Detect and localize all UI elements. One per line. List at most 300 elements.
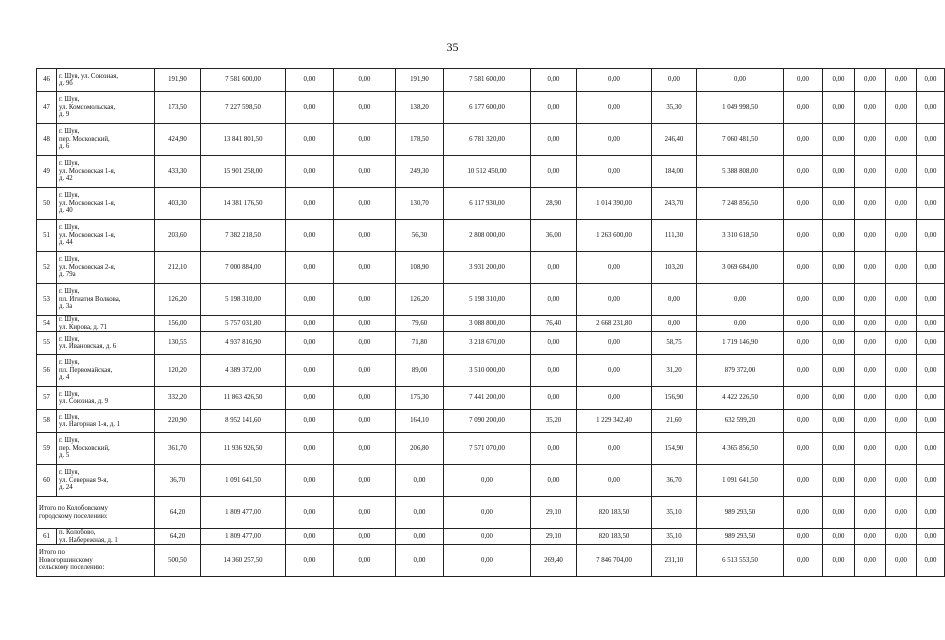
value-cell: 0,00 — [886, 252, 917, 284]
table-row — [37, 124, 945, 156]
value-cell: 0,00 — [886, 497, 917, 529]
value-cell: 0,00 — [886, 316, 917, 332]
value-cell: 0,00 — [334, 188, 396, 220]
value-cell: 184,00 — [652, 156, 697, 188]
value-cell: 36,00 — [531, 220, 577, 252]
table-row — [37, 433, 945, 465]
value-cell: 0,00 — [286, 529, 334, 545]
value-cell: 0,00 — [286, 316, 334, 332]
value-cell: 0,00 — [823, 410, 855, 433]
value-cell: 0,00 — [652, 69, 697, 92]
value-cell: 0,00 — [784, 69, 823, 92]
value-cell: 35,20 — [531, 410, 577, 433]
value-cell: 103,20 — [652, 252, 697, 284]
value-cell: 0,00 — [286, 332, 334, 355]
value-cell: 4 422 226,50 — [697, 387, 784, 410]
value-cell: 64,20 — [155, 497, 201, 529]
value-cell: 0,00 — [531, 69, 577, 92]
row-number: 56 — [37, 355, 57, 387]
value-cell: 0,00 — [823, 529, 855, 545]
value-cell: 0,00 — [855, 252, 886, 284]
value-cell: 120,20 — [155, 355, 201, 387]
value-cell: 0,00 — [531, 284, 577, 316]
value-cell: 7 581 600,00 — [201, 69, 286, 92]
subtotal-label: Итого по Новогоршинскому сельскому поселению: — [37, 545, 155, 577]
value-cell: 0,00 — [577, 92, 652, 124]
value-cell: 7 000 884,00 — [201, 252, 286, 284]
value-cell: 0,00 — [823, 188, 855, 220]
value-cell: 0,00 — [286, 124, 334, 156]
value-cell: 0,00 — [917, 332, 945, 355]
value-cell: 0,00 — [855, 284, 886, 316]
value-cell: 0,00 — [823, 316, 855, 332]
value-cell: 0,00 — [286, 355, 334, 387]
value-cell: 6 781 320,00 — [444, 124, 531, 156]
value-cell: 0,00 — [886, 529, 917, 545]
value-cell: 111,30 — [652, 220, 697, 252]
value-cell: 0,00 — [577, 465, 652, 497]
row-number: 52 — [37, 252, 57, 284]
address-cell: г. Шуя, ул. Северная 9-я, д. 24 — [57, 465, 155, 497]
value-cell: 0,00 — [577, 156, 652, 188]
value-cell: 269,40 — [531, 545, 577, 577]
value-cell: 35,10 — [652, 529, 697, 545]
value-cell: 11 936 926,50 — [201, 433, 286, 465]
value-cell: 403,30 — [155, 188, 201, 220]
value-cell: 0,00 — [917, 433, 945, 465]
value-cell: 0,00 — [396, 497, 444, 529]
value-cell: 0,00 — [334, 124, 396, 156]
value-cell: 58,75 — [652, 332, 697, 355]
value-cell: 13 841 801,50 — [201, 124, 286, 156]
value-cell: 173,50 — [155, 92, 201, 124]
value-cell: 36,70 — [652, 465, 697, 497]
value-cell: 0,00 — [334, 387, 396, 410]
value-cell: 0,00 — [286, 92, 334, 124]
value-cell: 0,00 — [531, 387, 577, 410]
value-cell: 0,00 — [784, 252, 823, 284]
value-cell: 138,20 — [396, 92, 444, 124]
value-cell: 35,30 — [652, 92, 697, 124]
value-cell: 0,00 — [917, 69, 945, 92]
value-cell: 0,00 — [784, 124, 823, 156]
value-cell: 0,00 — [823, 69, 855, 92]
value-cell: 433,30 — [155, 156, 201, 188]
value-cell: 0,00 — [697, 284, 784, 316]
value-cell: 0,00 — [784, 92, 823, 124]
value-cell: 0,00 — [531, 433, 577, 465]
value-cell: 0,00 — [917, 188, 945, 220]
value-cell: 1 229 342,40 — [577, 410, 652, 433]
value-cell: 5 198 310,00 — [444, 284, 531, 316]
value-cell: 0,00 — [784, 497, 823, 529]
value-cell: 4 365 856,50 — [697, 433, 784, 465]
value-cell: 231,10 — [652, 545, 697, 577]
address-cell: г. Шуя, ул. Комсомольская, д. 9 — [57, 92, 155, 124]
value-cell: 7 382 218,50 — [201, 220, 286, 252]
value-cell: 1 091 641,50 — [697, 465, 784, 497]
value-cell: 0,00 — [855, 156, 886, 188]
address-cell: г. Шуя, ул. Московская 1-я, д. 42 — [57, 156, 155, 188]
value-cell: 0,00 — [917, 355, 945, 387]
value-cell: 0,00 — [917, 387, 945, 410]
value-cell: 0,00 — [917, 124, 945, 156]
value-cell: 0,00 — [855, 465, 886, 497]
value-cell: 0,00 — [444, 545, 531, 577]
row-number: 50 — [37, 188, 57, 220]
value-cell: 0,00 — [334, 69, 396, 92]
value-cell: 0,00 — [823, 332, 855, 355]
value-cell: 1 049 998,50 — [697, 92, 784, 124]
value-cell: 0,00 — [855, 316, 886, 332]
row-number: 58 — [37, 410, 57, 433]
value-cell: 56,30 — [396, 220, 444, 252]
value-cell: 175,30 — [396, 387, 444, 410]
value-cell: 0,00 — [823, 433, 855, 465]
value-cell: 6 117 930,00 — [444, 188, 531, 220]
value-cell: 15 901 258,00 — [201, 156, 286, 188]
address-cell: г. Шуя, ул. Московская 1-я, д. 44 — [57, 220, 155, 252]
table-row — [37, 355, 945, 387]
value-cell: 0,00 — [697, 316, 784, 332]
value-cell: 156,90 — [652, 387, 697, 410]
address-cell: г. Шуя, пер. Московский, д. 6 — [57, 124, 155, 156]
value-cell: 0,00 — [886, 124, 917, 156]
value-cell: 164,10 — [396, 410, 444, 433]
row-number: 57 — [37, 387, 57, 410]
value-cell: 0,00 — [823, 387, 855, 410]
value-cell: 0,00 — [917, 465, 945, 497]
value-cell: 0,00 — [531, 465, 577, 497]
value-cell: 1 809 477,00 — [201, 497, 286, 529]
value-cell: 820 183,50 — [577, 529, 652, 545]
value-cell: 29,10 — [531, 497, 577, 529]
value-cell: 332,20 — [155, 387, 201, 410]
value-cell: 0,00 — [855, 332, 886, 355]
row-number: 61 — [37, 529, 57, 545]
value-cell: 249,30 — [396, 156, 444, 188]
value-cell: 361,70 — [155, 433, 201, 465]
value-cell: 2 808 000,00 — [444, 220, 531, 252]
value-cell: 0,00 — [531, 156, 577, 188]
value-cell: 243,70 — [652, 188, 697, 220]
value-cell: 7 441 200,00 — [444, 387, 531, 410]
value-cell: 31,20 — [652, 355, 697, 387]
value-cell: 0,00 — [886, 355, 917, 387]
value-cell: 0,00 — [784, 332, 823, 355]
address-cell: г. Шуя, ул. Союзная, д. 9 — [57, 387, 155, 410]
value-cell: 0,00 — [823, 252, 855, 284]
value-cell: 989 293,50 — [697, 497, 784, 529]
table-row — [37, 188, 945, 220]
value-cell: 0,00 — [577, 355, 652, 387]
value-cell: 424,90 — [155, 124, 201, 156]
value-cell: 0,00 — [823, 284, 855, 316]
value-cell: 246,40 — [652, 124, 697, 156]
value-cell: 0,00 — [334, 156, 396, 188]
value-cell: 0,00 — [286, 252, 334, 284]
row-number: 54 — [37, 316, 57, 332]
value-cell: 1 719 146,90 — [697, 332, 784, 355]
value-cell: 0,00 — [855, 355, 886, 387]
table-row — [37, 529, 945, 545]
value-cell: 64,20 — [155, 529, 201, 545]
value-cell: 2 668 231,80 — [577, 316, 652, 332]
value-cell: 5 198 310,00 — [201, 284, 286, 316]
value-cell: 0,00 — [917, 529, 945, 545]
value-cell: 220,90 — [155, 410, 201, 433]
value-cell: 3 931 200,00 — [444, 252, 531, 284]
value-cell: 0,00 — [917, 220, 945, 252]
value-cell: 0,00 — [334, 220, 396, 252]
row-number: 51 — [37, 220, 57, 252]
value-cell: 0,00 — [784, 355, 823, 387]
value-cell: 3 310 618,50 — [697, 220, 784, 252]
value-cell: 0,00 — [577, 252, 652, 284]
value-cell: 0,00 — [917, 156, 945, 188]
value-cell: 0,00 — [886, 387, 917, 410]
value-cell: 7 227 598,50 — [201, 92, 286, 124]
value-cell: 14 360 257,50 — [201, 545, 286, 577]
value-cell: 3 218 670,00 — [444, 332, 531, 355]
table-row — [37, 465, 945, 497]
value-cell: 7 090 200,00 — [444, 410, 531, 433]
value-cell: 0,00 — [286, 410, 334, 433]
value-cell: 0,00 — [444, 465, 531, 497]
value-cell: 154,90 — [652, 433, 697, 465]
value-cell: 1 809 477,00 — [201, 529, 286, 545]
value-cell: 79,60 — [396, 316, 444, 332]
value-cell: 0,00 — [396, 465, 444, 497]
value-cell: 0,00 — [286, 497, 334, 529]
value-cell: 1 263 600,00 — [577, 220, 652, 252]
value-cell: 0,00 — [886, 545, 917, 577]
value-cell: 820 183,50 — [577, 497, 652, 529]
value-cell: 0,00 — [784, 284, 823, 316]
value-cell: 4 389 372,00 — [201, 355, 286, 387]
row-number: 55 — [37, 332, 57, 355]
value-cell: 7 846 704,00 — [577, 545, 652, 577]
value-cell: 178,50 — [396, 124, 444, 156]
subtotal-label: Итого по Колобовскому городскому поселению: — [37, 497, 155, 529]
value-cell: 206,80 — [396, 433, 444, 465]
table-row — [37, 69, 945, 92]
value-cell: 36,70 — [155, 465, 201, 497]
value-cell: 0,00 — [886, 69, 917, 92]
value-cell: 29,10 — [531, 529, 577, 545]
value-cell: 3 069 684,00 — [697, 252, 784, 284]
value-cell: 0,00 — [886, 188, 917, 220]
value-cell: 0,00 — [855, 188, 886, 220]
value-cell: 76,40 — [531, 316, 577, 332]
value-cell: 0,00 — [784, 410, 823, 433]
value-cell: 0,00 — [917, 284, 945, 316]
value-cell: 0,00 — [444, 497, 531, 529]
value-cell: 11 863 426,50 — [201, 387, 286, 410]
value-cell: 0,00 — [886, 465, 917, 497]
value-cell: 126,20 — [155, 284, 201, 316]
value-cell: 0,00 — [396, 545, 444, 577]
address-cell: г. Шуя, пер. Московский, д. 5 — [57, 433, 155, 465]
row-number: 46 — [37, 69, 57, 92]
value-cell: 0,00 — [286, 545, 334, 577]
value-cell: 0,00 — [531, 332, 577, 355]
value-cell: 0,00 — [823, 497, 855, 529]
value-cell: 0,00 — [784, 545, 823, 577]
value-cell: 0,00 — [334, 284, 396, 316]
row-number: 59 — [37, 433, 57, 465]
value-cell: 130,55 — [155, 332, 201, 355]
value-cell: 879 372,00 — [697, 355, 784, 387]
table-row — [37, 156, 945, 188]
value-cell: 0,00 — [577, 284, 652, 316]
value-cell: 4 937 816,90 — [201, 332, 286, 355]
value-cell: 0,00 — [823, 355, 855, 387]
value-cell: 0,00 — [855, 124, 886, 156]
value-cell: 71,80 — [396, 332, 444, 355]
value-cell: 203,60 — [155, 220, 201, 252]
value-cell: 0,00 — [334, 465, 396, 497]
value-cell: 0,00 — [855, 497, 886, 529]
value-cell: 0,00 — [334, 355, 396, 387]
value-cell: 0,00 — [577, 124, 652, 156]
value-cell: 0,00 — [531, 124, 577, 156]
value-cell: 0,00 — [577, 387, 652, 410]
value-cell: 191,90 — [396, 69, 444, 92]
address-cell: г. Шуя, пл. Игнатия Волкова, д. 3а — [57, 284, 155, 316]
value-cell: 0,00 — [855, 433, 886, 465]
value-cell: 0,00 — [286, 387, 334, 410]
value-cell: 5 757 031,80 — [201, 316, 286, 332]
value-cell: 0,00 — [286, 433, 334, 465]
value-cell: 0,00 — [784, 433, 823, 465]
value-cell: 0,00 — [917, 497, 945, 529]
value-cell: 8 952 141,60 — [201, 410, 286, 433]
table-row — [37, 387, 945, 410]
subtotal-row — [37, 497, 945, 529]
value-cell: 7 581 600,00 — [444, 69, 531, 92]
row-number: 60 — [37, 465, 57, 497]
value-cell: 0,00 — [886, 284, 917, 316]
value-cell: 0,00 — [823, 545, 855, 577]
value-cell: 6 177 600,00 — [444, 92, 531, 124]
page-number: 35 — [446, 40, 459, 54]
address-cell: г. Шуя, ул. Московская 2-я, д. 79а — [57, 252, 155, 284]
table-row — [37, 92, 945, 124]
table-row — [37, 410, 945, 433]
value-cell: 0,00 — [823, 124, 855, 156]
value-cell: 0,00 — [917, 316, 945, 332]
value-cell: 0,00 — [531, 92, 577, 124]
value-cell: 0,00 — [286, 69, 334, 92]
value-cell: 989 293,50 — [697, 529, 784, 545]
value-cell: 0,00 — [886, 156, 917, 188]
value-cell: 0,00 — [855, 220, 886, 252]
value-cell: 0,00 — [784, 529, 823, 545]
value-cell: 0,00 — [855, 387, 886, 410]
value-cell: 0,00 — [334, 410, 396, 433]
address-cell: г. Шуя, ул. Московская 1-я, д. 40 — [57, 188, 155, 220]
address-cell: г. Шуя, ул. Ивановская, д. 6 — [57, 332, 155, 355]
value-cell: 0,00 — [823, 465, 855, 497]
value-cell: 7 248 856,50 — [697, 188, 784, 220]
value-cell: 0,00 — [784, 387, 823, 410]
value-cell: 89,00 — [396, 355, 444, 387]
table-row — [37, 252, 945, 284]
value-cell: 14 381 176,50 — [201, 188, 286, 220]
value-cell: 0,00 — [855, 69, 886, 92]
value-cell: 0,00 — [855, 545, 886, 577]
value-cell: 0,00 — [334, 545, 396, 577]
value-cell: 0,00 — [286, 284, 334, 316]
value-cell: 191,90 — [155, 69, 201, 92]
value-cell: 130,70 — [396, 188, 444, 220]
value-cell: 0,00 — [823, 92, 855, 124]
value-cell: 1 091 641,50 — [201, 465, 286, 497]
value-cell: 126,20 — [396, 284, 444, 316]
value-cell: 0,00 — [334, 497, 396, 529]
value-cell: 5 388 808,00 — [697, 156, 784, 188]
value-cell: 10 512 450,00 — [444, 156, 531, 188]
value-cell: 0,00 — [886, 410, 917, 433]
table-body — [37, 69, 945, 577]
address-cell: г. Шуя, ул. Нагорная 1-я, д. 1 — [57, 410, 155, 433]
value-cell: 108,90 — [396, 252, 444, 284]
value-cell: 0,00 — [784, 188, 823, 220]
value-cell: 0,00 — [652, 284, 697, 316]
value-cell: 0,00 — [531, 355, 577, 387]
value-cell: 0,00 — [886, 92, 917, 124]
value-cell: 0,00 — [286, 465, 334, 497]
value-cell: 0,00 — [444, 529, 531, 545]
address-cell: г. Шуя, ул. Кирова, д. 71 — [57, 316, 155, 332]
row-number: 48 — [37, 124, 57, 156]
value-cell: 0,00 — [286, 156, 334, 188]
value-cell: 0,00 — [855, 410, 886, 433]
value-cell: 0,00 — [917, 252, 945, 284]
value-cell: 35,10 — [652, 497, 697, 529]
value-cell: 0,00 — [334, 332, 396, 355]
value-cell: 0,00 — [917, 410, 945, 433]
value-cell: 0,00 — [855, 92, 886, 124]
value-cell: 0,00 — [531, 252, 577, 284]
row-number: 47 — [37, 92, 57, 124]
value-cell: 0,00 — [334, 529, 396, 545]
value-cell: 212,10 — [155, 252, 201, 284]
value-cell: 0,00 — [886, 332, 917, 355]
value-cell: 0,00 — [784, 465, 823, 497]
value-cell: 21,60 — [652, 410, 697, 433]
value-cell: 3 510 000,00 — [444, 355, 531, 387]
value-cell: 632 599,20 — [697, 410, 784, 433]
row-number: 53 — [37, 284, 57, 316]
value-cell: 0,00 — [855, 529, 886, 545]
value-cell: 0,00 — [886, 220, 917, 252]
table-row — [37, 220, 945, 252]
value-cell: 0,00 — [823, 220, 855, 252]
value-cell: 0,00 — [286, 220, 334, 252]
value-cell: 0,00 — [334, 252, 396, 284]
value-cell: 0,00 — [784, 220, 823, 252]
value-cell: 0,00 — [652, 316, 697, 332]
address-cell: г. Шуя, пл. Первомайская, д. 4 — [57, 355, 155, 387]
table-row — [37, 316, 945, 332]
value-cell: 0,00 — [577, 69, 652, 92]
value-cell: 0,00 — [286, 188, 334, 220]
table-row — [37, 332, 945, 355]
value-cell: 0,00 — [917, 92, 945, 124]
subtotal-row — [37, 545, 945, 577]
